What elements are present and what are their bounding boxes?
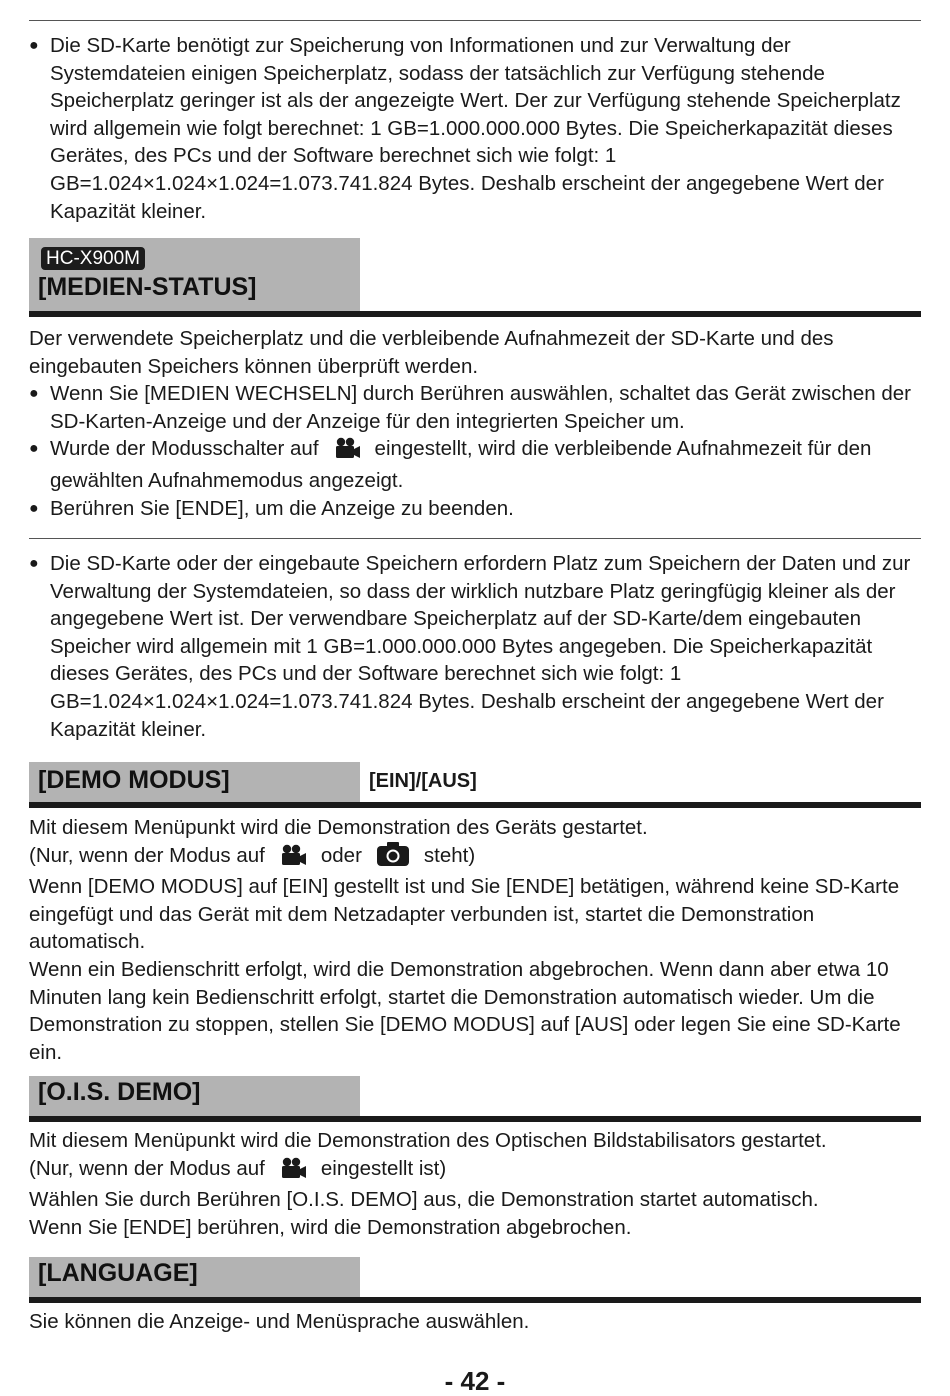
note-text: Die SD-Karte oder der eingebaute Speichern erfordern Platz zum Speichern der Daten und zur Verwaltung der Systemdateien, so dass der wirklich nutzbare Platz geringfügig kleiner als der angegebene Wert ist. Der verwendbare Speicherplatz auf der SD-Karte/dem eingebauten Speicher wird allgemein mit 1 GB=1.000.000.000 Bytes angegeben. Die Speicherkapazität dieses Gerätes, des PCs und der Software berechnet sich wie folgt: 1 GB=1.024×1.024×1.024=1.073.741.824 Bytes. Deshalb erscheint der angegebene Wert der Kapazität kleiner.	[50, 552, 911, 741]
video-camera-icon	[279, 1157, 307, 1187]
demo-modus-body	[29, 814, 921, 1066]
body-text: Mit diesem Menüpunkt wird die Demonstration des Geräts gestartet.	[29, 816, 648, 839]
bullet-item	[29, 380, 921, 435]
bullet-icon: ●	[29, 499, 39, 517]
bullet-item	[29, 32, 921, 225]
video-camera-icon	[333, 437, 361, 467]
top-divider	[29, 20, 921, 21]
bullet-text: Berühren Sie [ENDE], um die Anzeige zu beenden.	[50, 496, 514, 520]
section-header-box	[29, 762, 360, 802]
section-header-box	[29, 238, 360, 311]
note-text: Die SD-Karte benötigt zur Speicherung von Informationen und zur Verwaltung der Systemdateien einigen Speicherplatz, sodass der tatsächlich zur Verfügung stehende Speicherplatz geringer ist als der angezeigte Wert. Der zur Verfügung stehende Speicherplatz wird allgemein wie folgt berechnet: 1 GB=1.000.000.000 Bytes. Die Speicherkapazität dieses Gerätes, des PCs und der Software berechnet sich wie folgt: 1 GB=1.024×1.024×1.024=1.073.741.824 Bytes. Deshalb erscheint der angegebene Wert der Kapazität kleiner.	[50, 34, 901, 223]
mode-line	[29, 1155, 921, 1187]
section-rule	[29, 1297, 921, 1303]
body-text: Wählen Sie durch Berühren [O.I.S. DEMO] aus, die Demonstration startet automatisch.	[29, 1188, 819, 1212]
section-rule	[29, 311, 921, 317]
mode-line	[29, 842, 921, 874]
ois-demo-body	[29, 1127, 921, 1241]
section-title: [O.I.S. DEMO]	[38, 1078, 201, 1106]
section-options: [EIN]/[AUS]	[369, 770, 477, 792]
body-text: Wenn [DEMO MODUS] auf [EIN] gestellt ist und Sie [ENDE] betätigen, während keine SD-Karte eingefügt und das Gerät mit dem Netzadapter verbunden ist, startet die Demonstration automatisch.	[29, 875, 900, 954]
video-camera-icon	[279, 844, 307, 874]
model-badge: HC-X900M	[41, 247, 145, 270]
body-text: (Nur, wenn der Modus auf	[29, 843, 265, 867]
bullet-icon: ●	[29, 555, 39, 572]
body-text: Wenn ein Bedienschritt erfolgt, wird die Demonstration abgebrochen. Wenn dann aber etwa 10 Minuten lang kein Bedienschritt erfolgt, startet die Demonstration automatisch wieder. Um die Demonstration zu stoppen, stellen Sie [DEMO MODUS] auf [AUS] oder legen Sie eine SD-Karte ein.	[29, 957, 901, 1064]
bullet-text: Wurde der Modusschalter auf	[50, 437, 319, 461]
bullet-icon: ●	[29, 37, 39, 54]
body-text: Wenn Sie [ENDE] berühren, wird die Demonstration abgebrochen.	[29, 1215, 632, 1239]
language-body	[29, 1308, 921, 1336]
bullet-icon: ●	[29, 440, 39, 458]
middle-divider	[29, 538, 921, 539]
body-text: Mit diesem Menüpunkt wird die Demonstration des Optischen Bildstabilisators gestartet.	[29, 1129, 827, 1152]
section-rule	[29, 1116, 921, 1122]
section-title: [DEMO MODUS]	[38, 766, 230, 794]
section-title: [LANGUAGE]	[38, 1259, 198, 1287]
section-header-box	[29, 1257, 360, 1297]
storage-note-top	[29, 32, 921, 225]
body-text: Sie können die Anzeige- und Menüsprache auswählen.	[29, 1310, 530, 1333]
bullet-text: Wenn Sie [MEDIEN WECHSELN] durch Berühren auswählen, schaltet das Gerät zwischen der SD-Karten-Anzeige und der Anzeige für den integrierten Speicher um.	[50, 382, 911, 433]
body-text: (Nur, wenn der Modus auf	[29, 1156, 265, 1180]
section-title: [MEDIEN-STATUS]	[38, 273, 257, 301]
bullet-icon: ●	[29, 385, 39, 403]
storage-note-middle	[29, 550, 921, 743]
body-text: oder	[320, 843, 362, 867]
medien-status-body	[29, 325, 921, 522]
intro-text: Der verwendete Speicherplatz und die verbleibende Aufnahmezeit der SD-Karte und des eingebauten Speichers können überprüft werden.	[29, 327, 834, 378]
body-text: eingestellt ist)	[320, 1156, 447, 1180]
page-number: - 42 -	[444, 1366, 506, 1396]
bullet-item	[29, 550, 921, 743]
bullet-text: eingestellt, wird die verbleibende Aufnahmezeit für den gewählten Aufnahmemodus angezeigt.	[50, 437, 872, 492]
bullet-item	[29, 435, 921, 494]
section-header-box	[29, 1076, 360, 1116]
section-rule	[29, 802, 921, 808]
photo-camera-icon	[376, 842, 410, 874]
bullet-item	[29, 495, 921, 523]
body-text: steht)	[423, 843, 476, 867]
